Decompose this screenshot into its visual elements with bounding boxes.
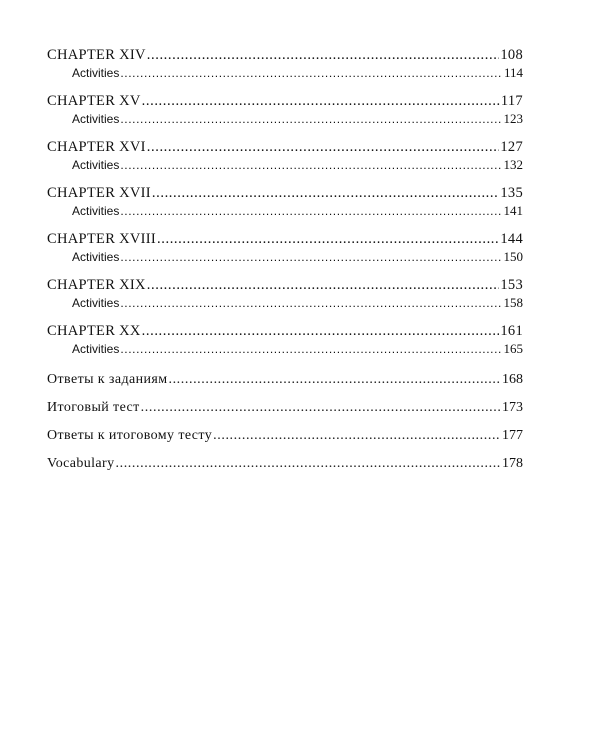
dot-leader — [120, 249, 502, 265]
toc-entry-vocabulary[interactable] — [47, 455, 523, 473]
chapter-group — [47, 46, 523, 81]
toc-entry-activities[interactable] — [47, 340, 523, 357]
toc-entry-chapter[interactable] — [47, 230, 523, 248]
activities-label: Activities — [72, 296, 120, 310]
activities-label: Activities — [72, 66, 120, 80]
dot-leader — [141, 399, 501, 417]
page-number: 177 — [502, 428, 523, 443]
appendix-list — [47, 371, 523, 473]
chapter-title: CHAPTER XV — [47, 93, 141, 109]
toc-entry-activities[interactable] — [47, 64, 523, 81]
dot-leader — [213, 427, 501, 445]
chapter-group — [47, 92, 523, 127]
page-number: 108 — [500, 47, 523, 63]
toc-entry-activities[interactable] — [47, 202, 523, 219]
chapter-group — [47, 184, 523, 219]
page-number: 117 — [500, 93, 523, 109]
page-number: 114 — [503, 65, 523, 80]
toc-entry-chapter[interactable] — [47, 46, 523, 64]
page-number: 150 — [503, 249, 523, 264]
toc-entry-chapter[interactable] — [47, 276, 523, 294]
toc-entry-activities[interactable] — [47, 248, 523, 265]
dot-leader — [147, 138, 500, 156]
dot-leader — [120, 341, 502, 357]
entry-title: Итоговый тест — [47, 400, 140, 415]
dot-leader — [120, 295, 502, 311]
chapter-group — [47, 322, 523, 357]
chapter-title: CHAPTER XIV — [47, 47, 146, 63]
dot-leader — [142, 322, 500, 340]
page-number: 144 — [500, 231, 523, 247]
chapter-group — [47, 276, 523, 311]
chapter-title: CHAPTER XX — [47, 323, 141, 339]
page-number: 165 — [503, 341, 523, 356]
dot-leader — [116, 455, 502, 473]
page-number: 132 — [503, 157, 523, 172]
entry-title: Ответы к итоговому тесту — [47, 428, 213, 443]
dot-leader — [142, 92, 500, 110]
entry-title: Ответы к заданиям — [47, 372, 168, 387]
toc-entry-final-test[interactable] — [47, 399, 523, 417]
activities-label: Activities — [72, 342, 120, 356]
page-number: 153 — [500, 277, 523, 293]
chapter-group — [47, 138, 523, 173]
page-number: 135 — [500, 185, 523, 201]
toc-entry-final-test-answers[interactable] — [47, 427, 523, 445]
toc-entry-chapter[interactable] — [47, 138, 523, 156]
dot-leader — [157, 230, 499, 248]
dot-leader — [152, 184, 499, 202]
page-number: 123 — [503, 111, 523, 126]
dot-leader — [120, 111, 502, 127]
toc-entry-activities[interactable] — [47, 156, 523, 173]
toc-entry-activities[interactable] — [47, 110, 523, 127]
dot-leader — [120, 157, 502, 173]
chapter-title: CHAPTER XVI — [47, 139, 146, 155]
chapter-group — [47, 230, 523, 265]
chapter-title: CHAPTER XIX — [47, 277, 146, 293]
table-of-contents — [47, 46, 523, 483]
page-number: 158 — [503, 295, 523, 310]
dot-leader — [147, 46, 500, 64]
dot-leader — [168, 371, 501, 389]
dot-leader — [120, 203, 502, 219]
chapter-title: CHAPTER XVIII — [47, 231, 157, 247]
toc-entry-answers[interactable] — [47, 371, 523, 389]
activities-label: Activities — [72, 158, 120, 172]
dot-leader — [147, 276, 500, 294]
page-number: 161 — [500, 323, 523, 339]
page-number: 168 — [502, 372, 523, 387]
chapter-title: CHAPTER XVII — [47, 185, 151, 201]
toc-entry-chapter[interactable] — [47, 322, 523, 340]
page-number: 178 — [502, 456, 523, 471]
chapter-list — [47, 46, 523, 357]
dot-leader — [120, 65, 503, 81]
activities-label: Activities — [72, 250, 120, 264]
entry-title: Vocabulary — [47, 456, 115, 471]
page-number: 141 — [503, 203, 523, 218]
activities-label: Activities — [72, 204, 120, 218]
page-number: 127 — [500, 139, 523, 155]
activities-label: Activities — [72, 112, 120, 126]
page-number: 173 — [502, 400, 523, 415]
toc-entry-activities[interactable] — [47, 294, 523, 311]
toc-entry-chapter[interactable] — [47, 92, 523, 110]
toc-entry-chapter[interactable] — [47, 184, 523, 202]
